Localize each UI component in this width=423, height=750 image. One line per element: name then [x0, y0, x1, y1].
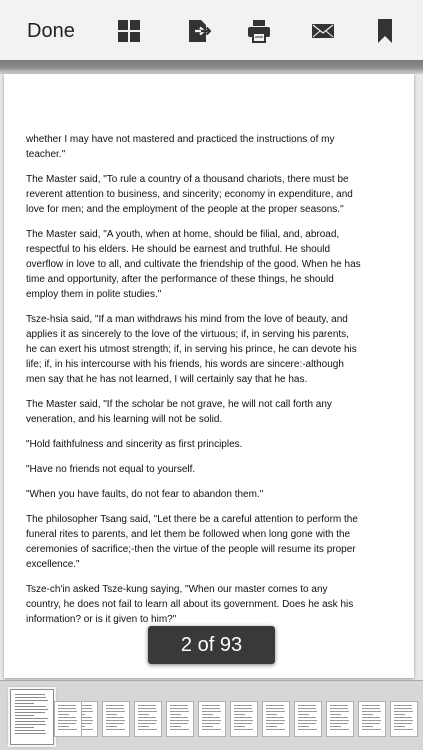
- thumbnail-text-line: [394, 720, 413, 721]
- thumbnail-text-line: [362, 708, 380, 709]
- thumbnail-text-line: [298, 729, 317, 730]
- thumbnail-text-line: [298, 720, 317, 721]
- thumbnail-text-line: [170, 723, 188, 724]
- thumbnail-text-line: [170, 711, 189, 712]
- thumbnail[interactable]: [54, 701, 82, 737]
- thumbnail-text-line: [298, 723, 316, 724]
- thumbnail-text-line: [234, 717, 252, 718]
- thumbnail-text-line: [234, 705, 252, 706]
- thumbnail-text-line: [362, 726, 373, 727]
- paragraph: "When you have faults, do not fear to abandon them.": [26, 489, 264, 500]
- thumbnail-text-line: [234, 729, 253, 730]
- thumbnail-text-line: [138, 708, 156, 709]
- thumbnail-text-line: [202, 720, 221, 721]
- thumbnail-text-line: [106, 723, 124, 724]
- thumbnail-text-line: [106, 717, 124, 718]
- thumbnail-text-line: [330, 711, 349, 712]
- thumbnail-text-line: [106, 729, 125, 730]
- thumbnail-text-line: [330, 705, 348, 706]
- thumbnail-text-line: [362, 705, 380, 706]
- thumbnail-text-line: [394, 726, 405, 727]
- done-button[interactable]: Done: [27, 20, 75, 42]
- thumbnail-text-line: [170, 729, 189, 730]
- thumbnail-text-line: [58, 720, 77, 721]
- thumbnail[interactable]: [166, 701, 194, 737]
- thumbnail-text-line: [106, 720, 125, 721]
- thumbnail-strip[interactable]: [0, 680, 423, 750]
- thumbnail-text-line: [234, 720, 253, 721]
- thumbnail-text-line: [58, 711, 77, 712]
- thumbnail-text-line: [234, 711, 253, 712]
- thumbnail-text-line: [106, 705, 124, 706]
- thumbnail-text-line: [330, 717, 348, 718]
- thumbnail[interactable]: [326, 701, 354, 737]
- thumbnail-text-line: [15, 733, 46, 734]
- thumbnail[interactable]: [390, 701, 418, 737]
- thumbnail-text-line: [234, 723, 252, 724]
- paragraph: "Hold faithfulness and sincerity as first principles.: [26, 439, 243, 450]
- paragraph: Tsze-ch'in asked Tsze-kung saying, "When our master comes to any country, he does not fail to learn all about its government. Does he ask his information? or is it given to him?": [26, 584, 354, 625]
- thumbnail-text-line: [202, 711, 221, 712]
- thumbnail-text-line: [394, 711, 413, 712]
- thumbnail-text-line: [58, 723, 76, 724]
- thumbnail-text-line: [266, 708, 284, 709]
- thumbnail-text-line: [362, 720, 381, 721]
- thumbnail-text-line: [170, 708, 188, 709]
- thumbnail-text-line: [202, 714, 213, 715]
- thumbnail-text-line: [138, 726, 149, 727]
- thumbnail-text-line: [394, 723, 412, 724]
- thumbnail-text-line: [202, 729, 221, 730]
- thumbnail-text-line: [362, 717, 380, 718]
- thumbnail-text-line: [106, 711, 125, 712]
- thumbnail-text-line: [202, 708, 220, 709]
- bookmark-icon[interactable]: [372, 18, 398, 44]
- thumbnail[interactable]: [102, 701, 130, 737]
- paragraph: whether I may have not mastered and practiced the instructions of my teacher.": [26, 134, 335, 160]
- thumbnail[interactable]: [230, 701, 258, 737]
- thumbnail[interactable]: [358, 701, 386, 737]
- thumbnail[interactable]: [198, 701, 226, 737]
- thumbnail-text-line: [58, 714, 69, 715]
- thumbnail-text-line: [202, 705, 220, 706]
- paragraph: The Master said, "A youth, when at home, should be filial, and, abroad, respectful to his elders. He should be earnest and truthful. He should overflow in love to all, and cultivate the friendship of the good. When he has time and opportunity, after the performance of these things, he should employ them in polite studies.": [26, 229, 361, 300]
- paragraph: Tsze-hsia said, "If a man withdraws his mind from the love of beauty, and applies it as sincerely to the love of the virtuous; if, in serving his parents, he can exert his utmost strength; if, in serving his prince, he can devote his life; if, in his intercourse with his friends, his words are sincere:-although men say that he has not learned, I will certainly say that he has.: [26, 314, 357, 385]
- page-indicator: 2 of 93: [148, 626, 275, 664]
- thumbnail-text-line: [202, 726, 213, 727]
- print-icon[interactable]: [246, 18, 272, 44]
- thumbnail-text-line: [138, 705, 156, 706]
- thumbnail-text-line: [15, 700, 48, 701]
- thumbnail-text-line: [106, 708, 124, 709]
- thumbnail-text-line: [394, 717, 412, 718]
- thumbnail-text-line: [394, 714, 405, 715]
- thumbnail-text-line: [15, 727, 34, 728]
- thumbnail-text-line: [170, 726, 181, 727]
- thumbnail-text-line: [170, 714, 181, 715]
- thumbnail-text-line: [15, 715, 34, 716]
- thumbnail-text-line: [266, 729, 285, 730]
- export-icon[interactable]: [185, 18, 211, 44]
- top-toolbar: [0, 0, 423, 60]
- thumbnail-text-line: [15, 730, 45, 731]
- grid-icon[interactable]: [116, 18, 142, 44]
- thumbnail-text-line: [58, 708, 76, 709]
- page-text: [26, 132, 362, 637]
- thumbnail-text-line: [234, 714, 245, 715]
- thumbnail-text-line: [266, 705, 284, 706]
- thumbnail-text-line: [138, 723, 156, 724]
- thumbnail-text-line: [15, 697, 46, 698]
- thumbnail-text-line: [138, 714, 149, 715]
- thumbnail-text-line: [266, 714, 277, 715]
- thumbnail-text-line: [266, 723, 284, 724]
- thumbnail-text-line: [138, 720, 157, 721]
- thumbnail-text-line: [362, 729, 381, 730]
- thumbnail-text-line: [234, 726, 245, 727]
- thumbnail-text-line: [15, 709, 48, 710]
- thumbnail-text-line: [298, 711, 317, 712]
- thumbnail-text-line: [58, 717, 76, 718]
- thumbnail-text-line: [266, 720, 285, 721]
- paragraph: The philosopher Tsang said, "Let there be a careful attention to perform the funeral rites to parents, and let them be followed when long gone with the ceremonies of sacrifice;-then the virtue of the people will resume its proper excellence.": [26, 514, 358, 570]
- thumbnail-text-line: [298, 714, 309, 715]
- thumbnail[interactable]: [294, 701, 322, 737]
- thumbnail-text-line: [138, 729, 157, 730]
- thumbnail-text-line: [58, 729, 77, 730]
- thumbnail-text-line: [106, 726, 117, 727]
- thumbnail-text-line: [15, 724, 46, 725]
- thumbnail-text-line: [15, 712, 45, 713]
- thumbnail-text-line: [15, 694, 45, 695]
- thumbnail-text-line: [138, 717, 156, 718]
- thumbnail-text-line: [170, 705, 188, 706]
- paragraph: The Master said, "To rule a country of a thousand chariots, there must be reverent attention to business, and sincerity; economy in expenditure, and love for men; and the employment of the people at the proper seasons.": [26, 174, 353, 215]
- thumbnail-text-line: [266, 726, 277, 727]
- thumbnail-text-line: [362, 723, 380, 724]
- thumbnail-text-line: [138, 711, 157, 712]
- thumbnail-text-line: [15, 703, 34, 704]
- thumbnail-text-line: [394, 705, 412, 706]
- thumbnail-text-line: [58, 726, 69, 727]
- thumbnail-text-line: [15, 718, 48, 719]
- thumbnail-text-line: [202, 723, 220, 724]
- thumbnail-current[interactable]: [10, 689, 54, 745]
- thumbnail[interactable]: [262, 701, 290, 737]
- thumbnail-text-line: [330, 723, 348, 724]
- thumbnail-text-line: [298, 726, 309, 727]
- thumbnail-text-line: [298, 717, 316, 718]
- thumbnail-text-line: [330, 714, 341, 715]
- thumbnail-text-line: [234, 708, 252, 709]
- thumbnail-text-line: [170, 720, 189, 721]
- thumbnail-text-line: [202, 717, 220, 718]
- thumbnail-text-line: [266, 711, 285, 712]
- toolbar-divider: [0, 60, 423, 74]
- thumbnail-text-line: [394, 708, 412, 709]
- thumbnail-text-line: [106, 714, 117, 715]
- thumbnail-text-line: [330, 726, 341, 727]
- thumbnail-text-line: [362, 711, 381, 712]
- thumbnail-text-line: [394, 729, 413, 730]
- thumbnail-text-line: [15, 721, 45, 722]
- mail-icon[interactable]: [310, 18, 336, 44]
- page-viewer[interactable]: [0, 74, 423, 680]
- document-page: [4, 74, 414, 678]
- thumbnail-text-line: [266, 717, 284, 718]
- thumbnail-text-line: [170, 717, 188, 718]
- thumbnail-text-line: [362, 714, 373, 715]
- thumbnail-text-line: [298, 705, 316, 706]
- thumbnail-text-line: [330, 720, 349, 721]
- thumbnail-text-line: [15, 706, 46, 707]
- paragraph: The Master said, "If the scholar be not grave, he will not call forth any veneration, and his learning will not be solid.: [26, 399, 332, 425]
- thumbnail[interactable]: [134, 701, 162, 737]
- thumbnail-text-line: [58, 705, 76, 706]
- thumbnail-text-line: [330, 708, 348, 709]
- thumbnail-text-line: [330, 729, 349, 730]
- paragraph: "Have no friends not equal to yourself.: [26, 464, 196, 475]
- thumbnail-text-line: [298, 708, 316, 709]
